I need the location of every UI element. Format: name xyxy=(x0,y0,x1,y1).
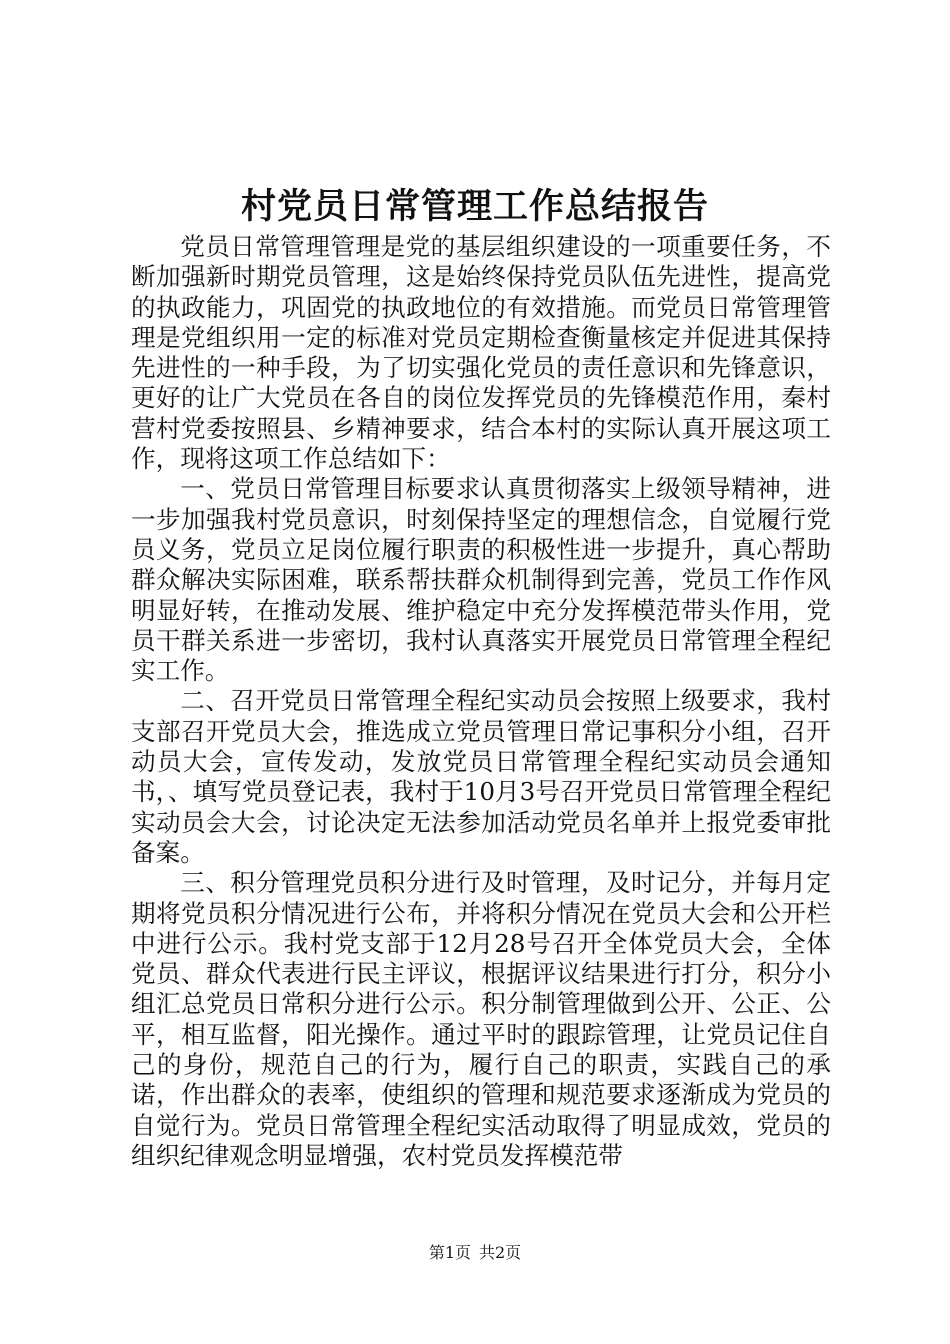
page-number: 第1页 xyxy=(428,1243,471,1262)
document-title: 村党员日常管理工作总结报告 xyxy=(240,187,709,227)
page-total: 共2页 xyxy=(479,1243,522,1262)
paragraph-section-3: 三、积分管理党员积分进行及时管理，及时记分，并每月定期将党员积分情况进行公布，并将积分情况在党员大会和公开栏中进行公示。我村党支部于12月28号召开全体党员大会，全体党员、群众代表进行民主评议，根据评议结果进行打分，积分小组汇总党员日常积分进行公示。积分制管理做到公开、公正、公平，相互监督，阳光操作。通过平时的跟踪管理，让党员记住自己的身份，规范自己的行为，履行自己的职责，实践自己的承诺，作出群众的表率，使组织的管理和规范要求逐渐成为党员的自觉行为。党员日常管理全程纪实活动取得了明显成效，党员的组织纪律观念明显增强，农村党员发挥模范带 xyxy=(131,868,831,1170)
document-body xyxy=(131,232,831,1171)
paragraph-section-1: 一、党员日常管理目标要求认真贯彻落实上级领导精神，进一步加强我村党员意识，时刻保持坚定的理想信念，自觉履行党员义务，党员立足岗位履行职责的积极性进一步提升，真心帮助群众解决实际困难，联系帮扶群众机制得到完善，党员工作作风明显好转，在推动发展、维护稳定中充分发挥模范带头作用，党员干群关系进一步密切，我村认真落实开展党员日常管理全程纪实工作。 xyxy=(131,474,831,686)
page-footer xyxy=(0,1241,950,1265)
paragraph-intro: 党员日常管理管理是党的基层组织建设的一项重要任务，不断加强新时期党员管理，这是始终保持党员队伍先进性，提高党的执政能力，巩固党的执政地位的有效措施。而党员日常管理管理是党组织用一定的标准对党员定期检查衡量核定并促进其保持先进性的一种手段，为了切实强化党员的责任意识和先锋意识，更好的让广大党员在各自的岗位发挥党员的先锋模范作用，秦村营村党委按照县、乡精神要求，结合本村的实际认真开展这项工作，现将这项工作总结如下： xyxy=(131,232,831,474)
paragraph-section-2: 二、召开党员日常管理全程纪实动员会按照上级要求，我村支部召开党员大会，推选成立党员管理日常记事积分小组，召开动员大会，宣传发动，发放党员日常管理全程纪实动员会通知书，、填写党员登记表，我村于10月3号召开党员日常管理全程纪实动员会大会，讨论决定无法参加活动党员名单并上报党委审批备案。 xyxy=(131,686,831,867)
